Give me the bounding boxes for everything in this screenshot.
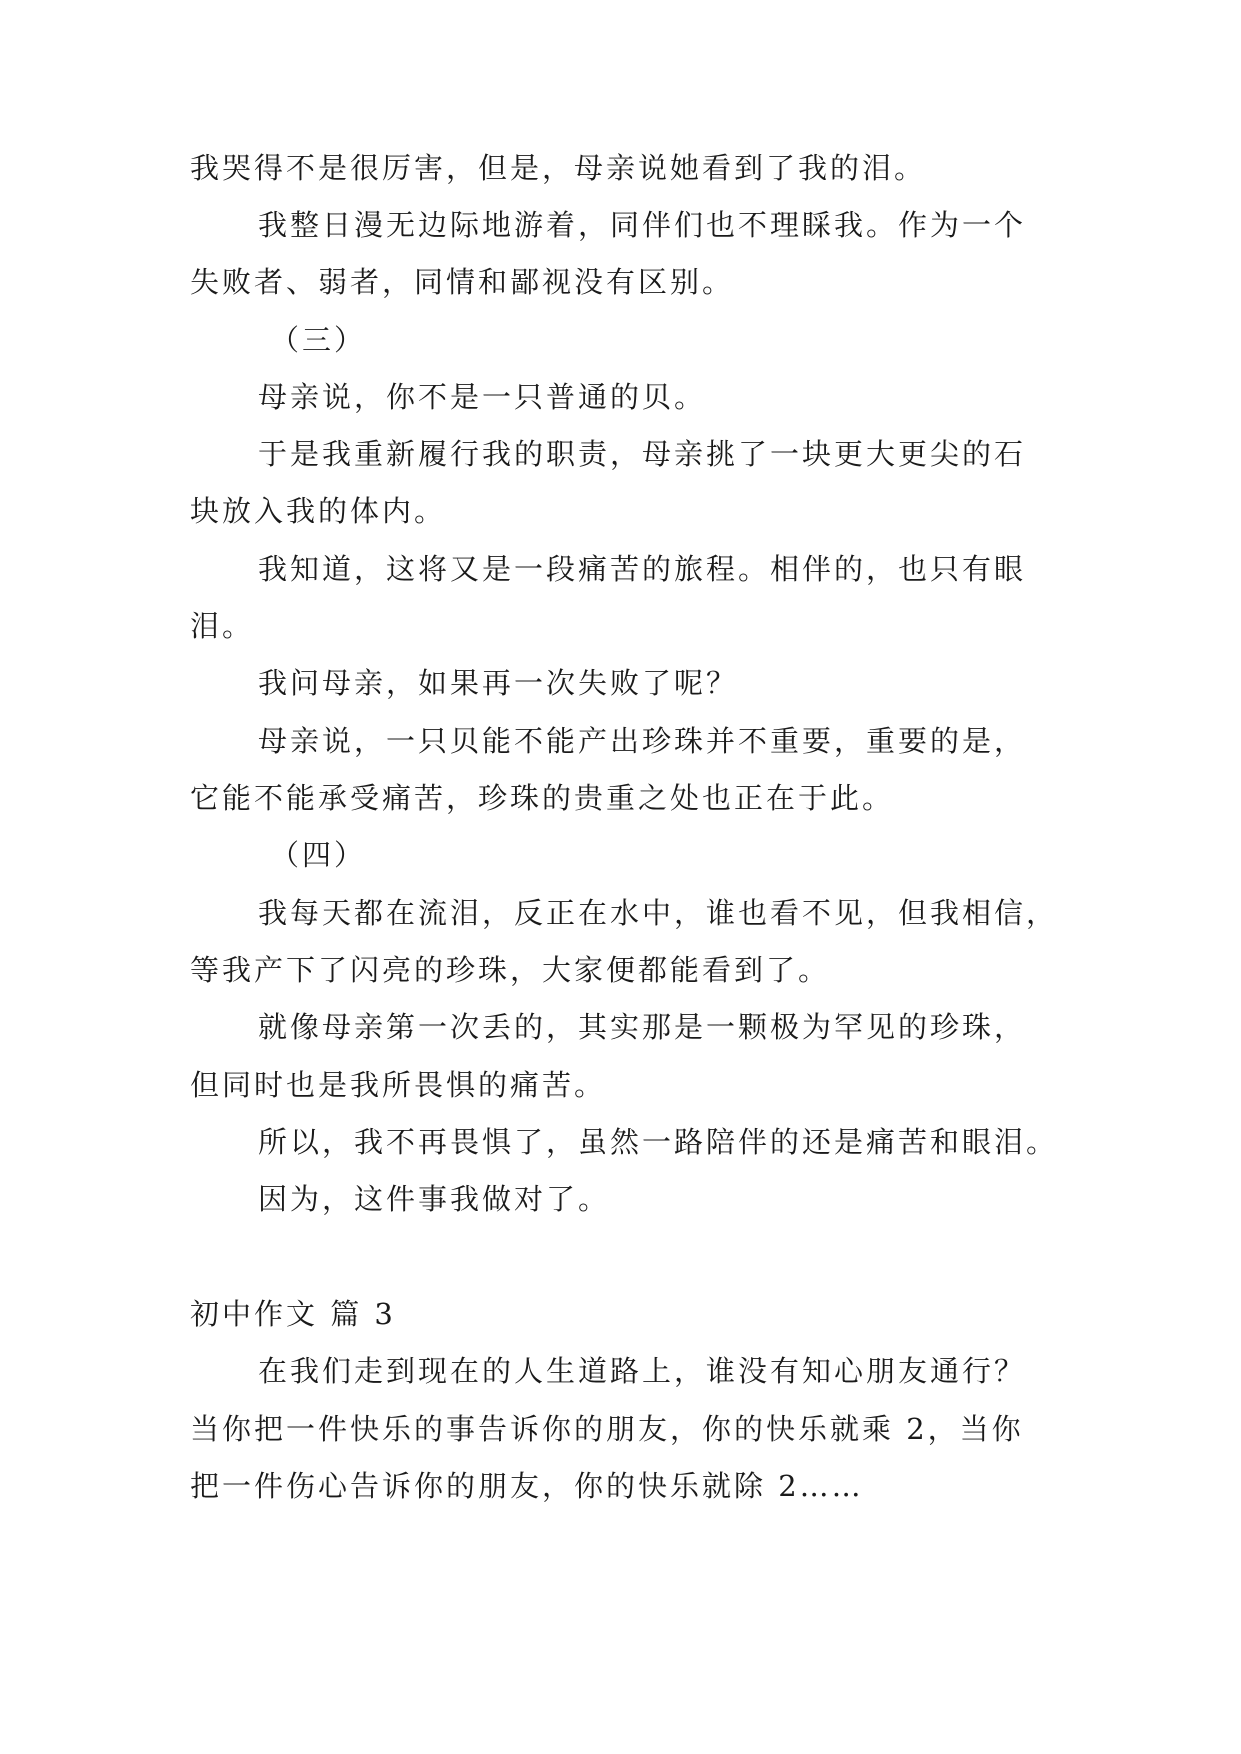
section-heading: （四） bbox=[270, 838, 367, 872]
paragraph-line: 当你把一件快乐的事告诉你的朋友，你的快乐就乘 2，当你 bbox=[190, 1412, 1024, 1446]
paragraph-line: 它能不能承受痛苦，珍珠的贵重之处也正在于此。 bbox=[190, 781, 895, 815]
paragraph-line: 但同时也是我所畏惧的痛苦。 bbox=[190, 1068, 607, 1102]
paragraph-line: 所以，我不再畏惧了，虽然一路陪伴的还是痛苦和眼泪。 bbox=[258, 1125, 1059, 1159]
paragraph-line: 把一件伤心告诉你的朋友，你的快乐就除 2…… bbox=[190, 1469, 864, 1503]
paragraph-line: 我整日漫无边际地游着，同伴们也不理睬我。作为一个 bbox=[258, 208, 1027, 242]
paragraph-line: 因为，这件事我做对了。 bbox=[258, 1182, 611, 1216]
article-title: 初中作文 篇 3 bbox=[190, 1297, 396, 1331]
paragraph-line: 等我产下了闪亮的珍珠，大家便都能看到了。 bbox=[190, 953, 831, 987]
paragraph-line: 于是我重新履行我的职责，母亲挑了一块更大更尖的石 bbox=[258, 437, 1027, 471]
paragraph-line: 母亲说，一只贝能不能产出珍珠并不重要，重要的是， bbox=[258, 724, 1027, 758]
paragraph-line: 我知道，这将又是一段痛苦的旅程。相伴的，也只有眼 bbox=[258, 552, 1027, 586]
paragraph-line: 在我们走到现在的人生道路上，谁没有知心朋友通行？ bbox=[258, 1354, 1027, 1388]
section-heading: （三） bbox=[270, 323, 367, 357]
paragraph-line: 失败者、弱者，同情和鄙视没有区别。 bbox=[190, 265, 735, 299]
paragraph-line: 我哭得不是很厉害，但是，母亲说她看到了我的泪。 bbox=[190, 151, 927, 185]
paragraph-line: 我每天都在流泪，反正在水中，谁也看不见，但我相信， bbox=[258, 896, 1059, 930]
paragraph-line: 就像母亲第一次丢的，其实那是一颗极为罕见的珍珠， bbox=[258, 1010, 1027, 1044]
paragraph-line: 我问母亲，如果再一次失败了呢？ bbox=[258, 666, 739, 700]
paragraph-line: 泪。 bbox=[190, 609, 255, 643]
paragraph-line: 块放入我的体内。 bbox=[190, 494, 447, 528]
paragraph-line: 母亲说，你不是一只普通的贝。 bbox=[258, 380, 707, 414]
